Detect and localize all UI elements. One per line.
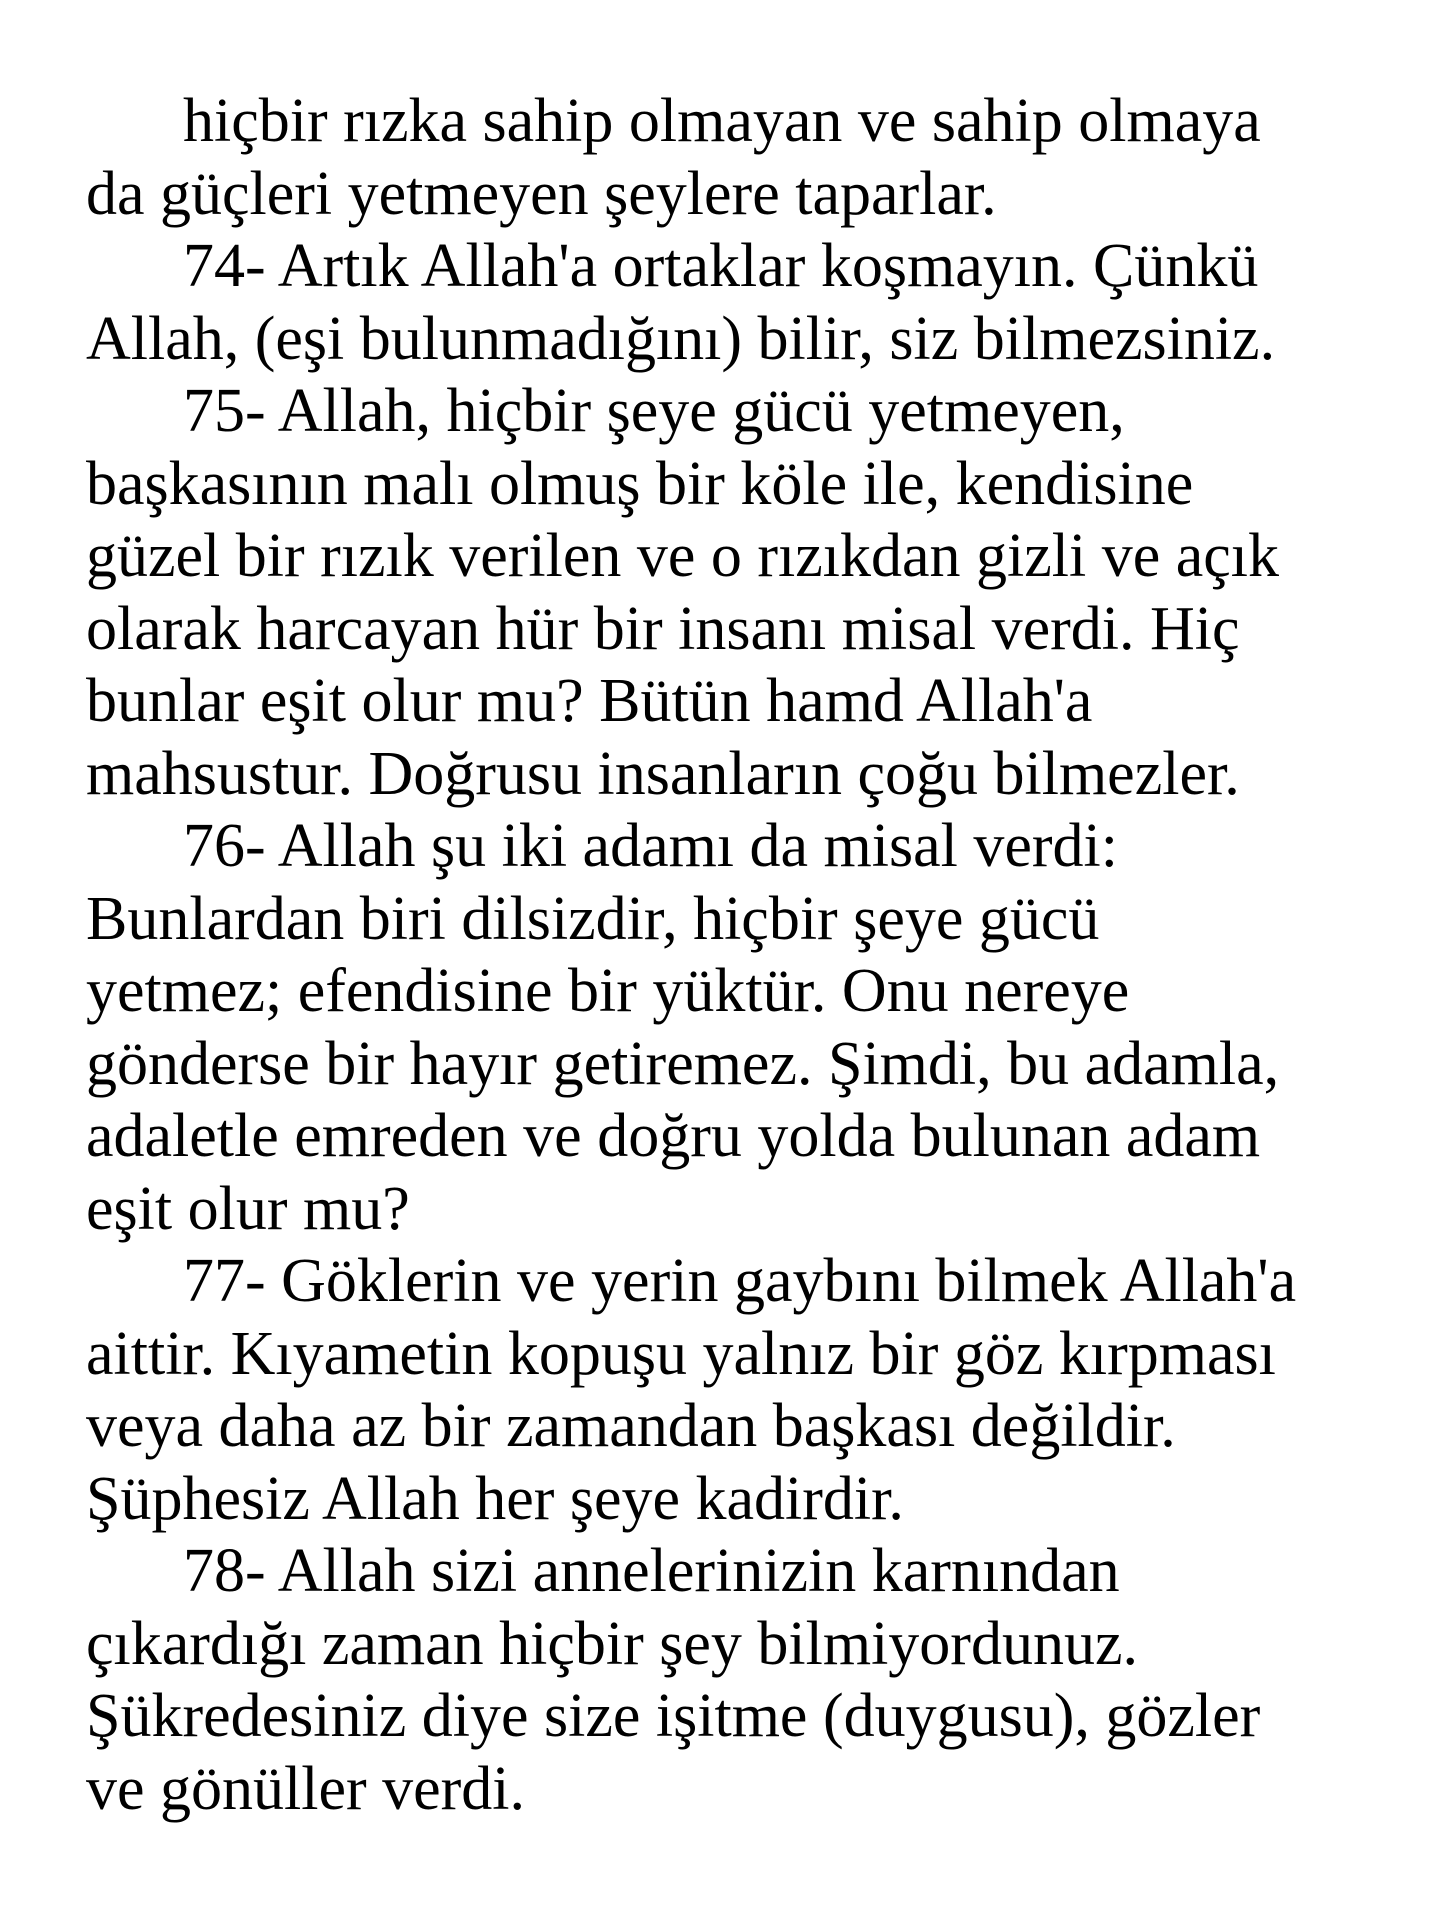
text-line: yetmez; efendisine bir yüktür. Onu nereye	[86, 957, 1130, 1025]
verse-78-line: 78- Allah sizi annelerinizin karnından	[183, 1537, 1120, 1605]
text-line: bunlar eşit olur mu? Bütün hamd Allah'a	[86, 667, 1093, 735]
text-line: gönderse bir hayır getiremez. Şimdi, bu adamla,	[86, 1029, 1280, 1098]
verse-74-line: 74- Artık Allah'a ortaklar koşmayın. Çünkü	[183, 232, 1259, 300]
text-line: Bunlardan biri dilsizdir, hiçbir şeye gücü	[86, 884, 1100, 953]
text-line: adaletle emreden ve doğru yolda bulunan adam	[86, 1102, 1261, 1170]
text-line: Şüphesiz Allah her şeye kadirdir.	[86, 1464, 904, 1533]
text-line: çıkardığı zaman hiçbir şey bilmiyordunuz.	[86, 1609, 1138, 1678]
text-line: mahsustur. Doğrusu insanların çoğu bilmezler.	[86, 739, 1240, 808]
text-line: da güçleri yetmeyen şeylere taparlar.	[86, 159, 997, 228]
verse-77-line: 77- Göklerin ve yerin gaybını bilmek Allah'a	[183, 1247, 1297, 1315]
text-line: veya daha az bir zamandan başkası değildir.	[86, 1392, 1176, 1460]
text-line: güzel bir rızık verilen ve o rızıkdan gizli ve açık	[86, 522, 1280, 590]
text-line: olarak harcayan hür bir insanı misal verdi. Hiç	[86, 594, 1240, 663]
text-line: başkasının malı olmuş bir köle ile, kendisine	[86, 449, 1194, 518]
verse-76-line: 76- Allah şu iki adamı da misal verdi:	[183, 812, 1118, 880]
text-line: aittir. Kıyametin kopuşu yalnız bir göz kırpması	[86, 1319, 1276, 1388]
verse-75-line: 75- Allah, hiçbir şeye gücü yetmeyen,	[183, 377, 1125, 445]
text-line: Şükredesiniz diye size işitme (duygusu), gözler	[86, 1682, 1261, 1750]
text-line: hiçbir rızka sahip olmayan ve sahip olmaya	[183, 87, 1261, 155]
text-line: eşit olur mu?	[86, 1174, 410, 1243]
body-text	[86, 85, 1386, 1825]
text-line: Allah, (eşi bulunmadığını) bilir, siz bilmezsiniz.	[86, 304, 1276, 373]
text-line: ve gönüller verdi.	[86, 1754, 526, 1823]
